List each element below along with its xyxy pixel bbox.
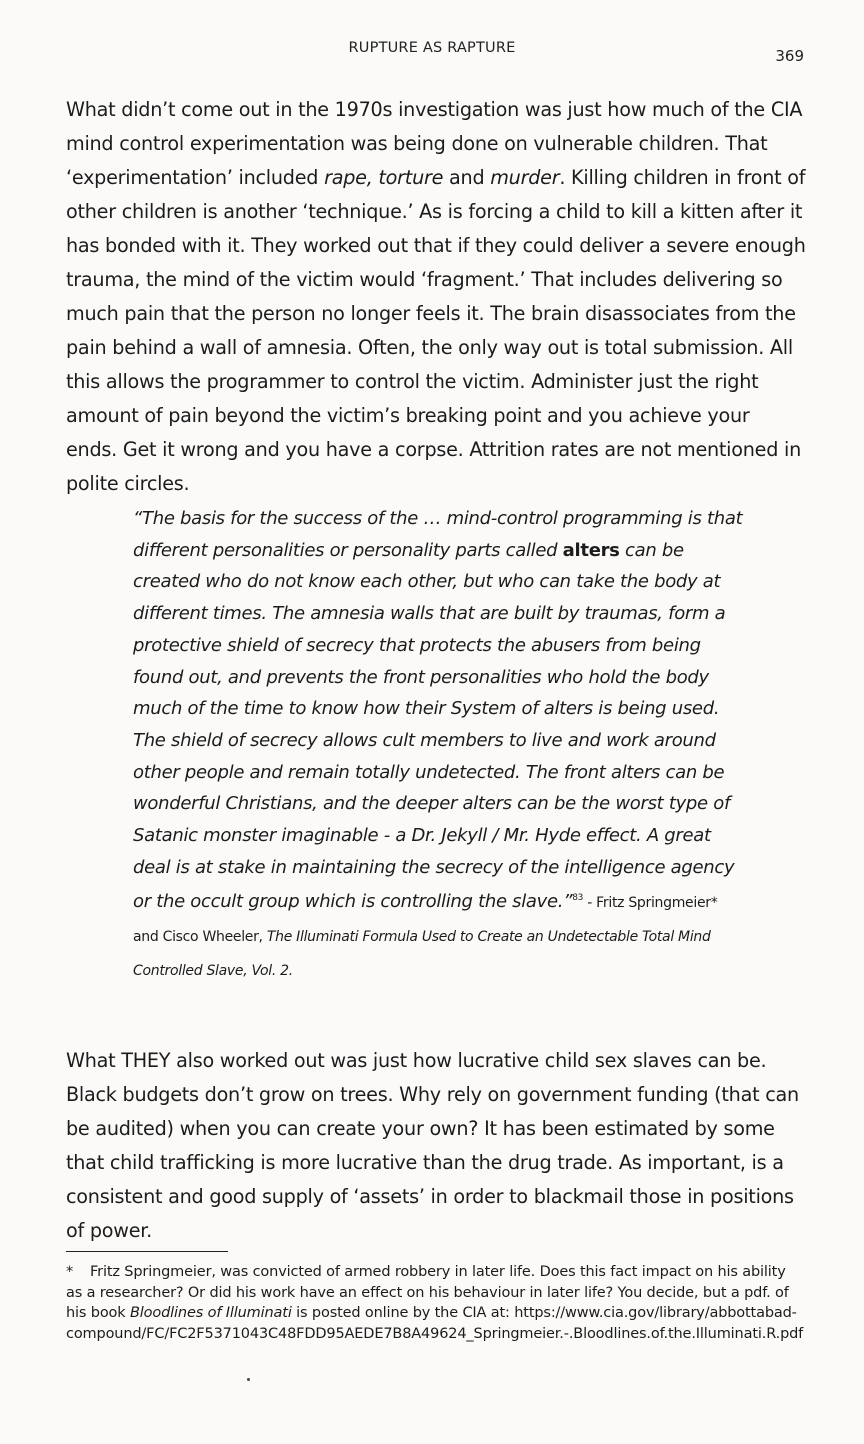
- para1-emphasis-b: murder: [490, 166, 560, 189]
- quote-text-a: “The basis for the success of the … mind-control programming is that different personalities or personality parts called: [133, 508, 743, 561]
- footnote: [66, 1262, 806, 1344]
- footnote-text-a: Fritz Springmeier, was convicted of armed robbery in later life. Does this fact impact on his ability as a researcher? Or did his work have an effect on his behaviour in later life? You decide, but a pdf. of his book: [66, 1264, 789, 1321]
- para1-emphasis-a: rape, torture: [324, 166, 444, 189]
- block-quote: [133, 503, 745, 988]
- quote-attribution: - Fritz Springmeier* and Cisco Wheeler,: [133, 895, 718, 946]
- footnote-marker: *: [66, 1264, 74, 1280]
- para1-text-a: What didn’t come out in the 1970s investigation was just how much of the CIA mind control experimentation was being done on vulnerable children. That ‘experimentation’ included: [66, 98, 803, 189]
- body-paragraph-1: [66, 93, 806, 501]
- running-title: RUPTURE AS RAPTURE: [348, 40, 516, 56]
- footnote-text-b: is posted online by the CIA at: https://www.cia.gov/library/abbottabad-compound/FC/FC2F5371043C48FDD95AEDE7B8A49624_Springmeier.-.Bloodlines.of.the.Illuminati.R.pdf: [66, 1305, 804, 1342]
- para1-text-b: and: [443, 166, 491, 189]
- page-number: 369: [775, 47, 804, 65]
- quote-source-title: The Illuminati Formula Used to Create an Undetectable Total Mind Controlled Slave, Vol. 2.: [133, 929, 711, 979]
- para1-text-c: . Killing children in front of other children is another ‘technique.’ As is forcing a child to kill a kitten after it has bonded with it. They worked out that if they could deliver a severe enough trauma, the mind of the victim would ‘fragment.’ That includes delivering so much pain that the person no longer feels it. The brain disassociates from the pain behind a wall of amnesia. Often, the only way out is total submission. All this allows the programmer to control the victim. Administer just the right amount of pain beyond the victim’s breaking point and you achieve your ends. Get it wrong and you have a corpse. Attrition rates are not mentioned in polite circles.: [66, 166, 806, 495]
- footnote-book-title: Bloodlines of Illuminati: [130, 1305, 292, 1321]
- body-paragraph-2: What THEY also worked out was just how lucrative child sex slaves can be. Black budgets don’t grow on trees. Why rely on government funding (that can be audited) when you can create your own? It has been estimated by some that child trafficking is more lucrative than the drug trade. As important, is a consistent and good supply of ‘assets’ in order to blackmail those in positions of power.: [66, 1049, 799, 1242]
- quote-bold-term: alters: [562, 539, 620, 561]
- quote-text-b: can be created who do not know each other, but who can take the body at different times. The amnesia walls that are built by traumas, form a protective shield of secrecy that protects the abusers from being found out, and prevents the front personalities who hold the body much of the time to know how their System of alters is being used. The shield of secrecy allows cult members to live and work around other people and remain totally undetected. The front alters can be wonderful Christians, and the deeper alters can be the worst type of Satanic monster imaginable - a Dr. Jekyll / Mr. Hyde effect. A great deal is at stake in maintaining the secrecy of the intelligence agency or the occult group which is controlling the slave.”: [133, 539, 735, 913]
- footnote-divider: [66, 1251, 228, 1252]
- scan-speck: [247, 1378, 250, 1381]
- endnote-reference: 83: [572, 893, 584, 904]
